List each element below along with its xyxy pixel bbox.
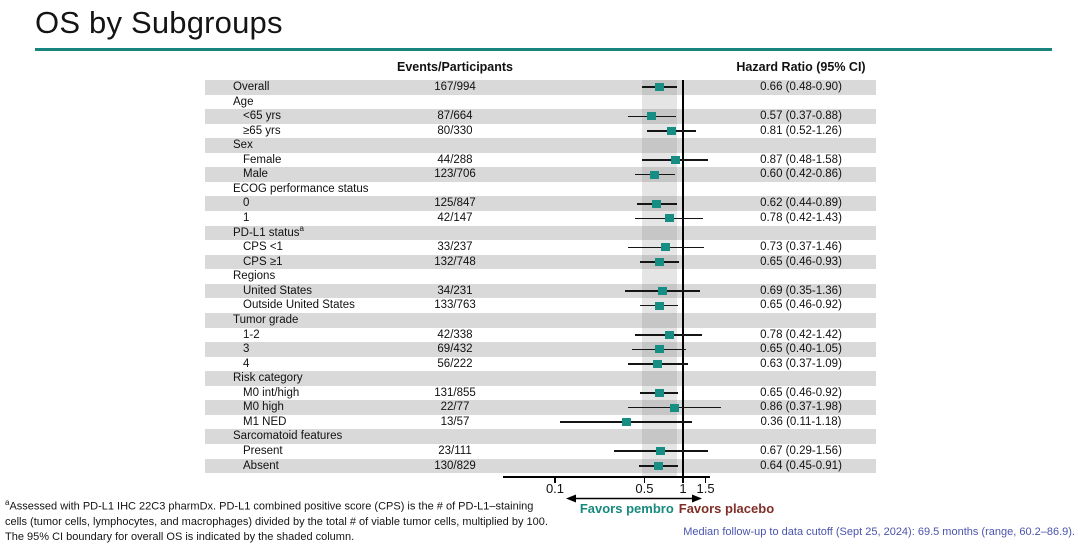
forest-row bbox=[205, 429, 876, 444]
row-hazard-ratio-text: 0.65 (0.46-0.92) bbox=[760, 386, 842, 399]
row-events-participants: 130/829 bbox=[434, 459, 476, 472]
row-hazard-ratio-text: 0.73 (0.37-1.46) bbox=[760, 241, 842, 254]
forest-row bbox=[205, 167, 876, 182]
row-label: CPS ≥1 bbox=[243, 255, 283, 268]
axis-tick-label: 1.5 bbox=[696, 481, 715, 496]
row-label: <65 yrs bbox=[243, 110, 282, 123]
hr-marker bbox=[671, 156, 680, 164]
row-events-participants: 33/237 bbox=[437, 241, 473, 254]
row-hazard-ratio-text: 0.86 (0.37-1.98) bbox=[760, 401, 842, 414]
row-label: Female bbox=[243, 153, 282, 166]
hr-marker bbox=[652, 200, 661, 208]
forest-row bbox=[205, 444, 876, 459]
row-events-participants: 133/763 bbox=[434, 299, 476, 312]
row-hazard-ratio-text: 0.64 (0.45-0.91) bbox=[760, 459, 842, 472]
row-hazard-ratio-text: 0.87 (0.48-1.58) bbox=[760, 153, 842, 166]
hr-marker bbox=[655, 345, 664, 353]
hr-marker bbox=[650, 171, 659, 179]
forest-row bbox=[205, 298, 876, 313]
row-events-participants: 42/147 bbox=[437, 212, 473, 225]
hr-marker bbox=[658, 287, 667, 295]
forest-row bbox=[205, 109, 876, 124]
forest-row bbox=[205, 328, 876, 343]
row-label: Sex bbox=[233, 139, 253, 152]
hr-marker bbox=[655, 302, 664, 310]
forest-row bbox=[205, 400, 876, 415]
row-events-participants: 125/847 bbox=[434, 197, 476, 210]
row-events-participants: 69/432 bbox=[437, 343, 473, 356]
forest-row bbox=[205, 357, 876, 372]
row-events-participants: 167/994 bbox=[434, 81, 476, 93]
row-hazard-ratio-text: 0.67 (0.29-1.56) bbox=[760, 445, 842, 457]
row-events-participants: 56/222 bbox=[437, 357, 473, 370]
reference-line-hr-1 bbox=[682, 80, 684, 476]
forest-row bbox=[205, 182, 876, 197]
row-label: M0 int/high bbox=[243, 386, 300, 399]
footnote-line: $^a$Assessed with PD-L1 IHC 22C3 pharmDx. PD-L1 combined positive score (CPS) is the # of PD-L1–staining bbox=[5, 498, 534, 513]
forest-row bbox=[205, 153, 876, 168]
row-hazard-ratio-text: 0.66 (0.48-0.90) bbox=[760, 81, 842, 93]
forest-row bbox=[205, 124, 876, 139]
row-hazard-ratio-text: 0.63 (0.37-1.09) bbox=[760, 357, 842, 370]
footnote-line: cells (tumor cells, lymphocytes, and macrophages) divided by the total # of viable tumor cells, multiplied by 100. bbox=[5, 515, 548, 528]
hr-marker bbox=[647, 112, 656, 120]
row-hazard-ratio-text: 0.78 (0.42-1.43) bbox=[760, 212, 842, 225]
footnote-line: The 95% CI boundary for overall OS is indicated by the shaded column. bbox=[5, 531, 355, 544]
row-hazard-ratio-text: 0.36 (0.11-1.18) bbox=[760, 415, 842, 428]
hr-marker bbox=[653, 360, 662, 368]
forest-row bbox=[205, 313, 876, 328]
row-hazard-ratio-text: 0.69 (0.35-1.36) bbox=[760, 284, 842, 297]
row-events-participants: 22/77 bbox=[440, 401, 470, 414]
events-column-header: Events/Participants bbox=[396, 60, 513, 74]
forest-row bbox=[205, 371, 876, 386]
row-label: Tumor grade bbox=[233, 313, 299, 326]
forest-row bbox=[205, 284, 876, 299]
forest-row bbox=[205, 95, 876, 110]
row-events-participants: 13/57 bbox=[440, 415, 470, 428]
hr-marker bbox=[656, 447, 665, 455]
favors-placebo-label: Favors placebo bbox=[678, 501, 775, 516]
hr-marker bbox=[655, 258, 664, 266]
row-events-participants: 80/330 bbox=[437, 124, 473, 137]
row-events-participants: 23/111 bbox=[438, 445, 472, 457]
row-hazard-ratio-text: 0.65 (0.46-0.92) bbox=[760, 299, 842, 312]
forest-row bbox=[205, 255, 876, 270]
row-hazard-ratio-text: 0.62 (0.44-0.89) bbox=[760, 197, 842, 210]
forest-row bbox=[205, 223, 876, 241]
page-title: OS by Subgroups bbox=[35, 5, 283, 40]
row-label: 1-2 bbox=[243, 328, 260, 341]
row-label: Male bbox=[243, 168, 268, 181]
row-label: Outside United States bbox=[243, 299, 355, 312]
row-label: Sarcomatoid features bbox=[233, 430, 343, 443]
hr-marker bbox=[670, 404, 679, 412]
row-label: M0 high bbox=[243, 401, 284, 414]
row-label: ECOG performance status bbox=[233, 182, 369, 195]
row-label: M1 NED bbox=[243, 415, 287, 428]
row-label: United States bbox=[243, 284, 313, 297]
favors-labels bbox=[516, 501, 838, 516]
forest-row bbox=[205, 269, 876, 284]
axis-tick-label: 0.5 bbox=[635, 481, 654, 496]
row-label: Overall bbox=[233, 81, 270, 93]
hr-marker bbox=[661, 243, 670, 251]
footnote-median-followup: Median follow-up to data cutoff (Sept 25, 2024): 69.5 months (range, 60.2–86.9). bbox=[683, 526, 1075, 538]
axis-tick-label: 0.1 bbox=[545, 481, 565, 496]
row-events-participants: 44/288 bbox=[437, 153, 473, 166]
forest-row bbox=[205, 415, 876, 430]
forest-row bbox=[205, 240, 876, 255]
row-label: Present bbox=[243, 445, 283, 457]
row-label: Regions bbox=[233, 270, 276, 283]
forest-row bbox=[205, 386, 876, 401]
row-hazard-ratio-text: 0.65 (0.46-0.93) bbox=[760, 255, 842, 268]
x-axis-line bbox=[503, 476, 710, 478]
forest-row bbox=[205, 211, 876, 226]
row-events-participants: 132/748 bbox=[434, 255, 476, 268]
row-hazard-ratio-text: 0.81 (0.52-1.26) bbox=[760, 124, 842, 137]
hr-marker bbox=[622, 418, 631, 426]
footnote-pdl1-definition bbox=[5, 495, 548, 545]
hr-marker bbox=[665, 214, 674, 222]
row-events-participants: 42/338 bbox=[437, 328, 473, 341]
row-label: 1 bbox=[243, 212, 250, 225]
forest-row bbox=[205, 138, 876, 153]
row-hazard-ratio-text: 0.78 (0.42-1.42) bbox=[760, 328, 842, 341]
row-events-participants: 131/855 bbox=[434, 386, 476, 399]
row-label: 3 bbox=[243, 343, 250, 356]
forest-row bbox=[205, 459, 876, 474]
overall-ci-shaded-column bbox=[642, 80, 677, 476]
row-label: ≥65 yrs bbox=[243, 124, 281, 137]
hazard-ratio-column-header: Hazard Ratio (95% CI) bbox=[736, 60, 866, 74]
row-hazard-ratio-text: 0.65 (0.40-1.05) bbox=[760, 343, 842, 356]
row-events-participants: 87/664 bbox=[437, 110, 473, 123]
row-events-participants: 34/231 bbox=[437, 284, 473, 297]
row-label: 0 bbox=[243, 197, 250, 210]
forest-row bbox=[205, 342, 876, 357]
row-label: Age bbox=[233, 95, 254, 108]
hr-marker bbox=[667, 127, 676, 135]
forest-row bbox=[205, 196, 876, 211]
row-label: Risk category bbox=[233, 372, 303, 385]
row-events-participants: 123/706 bbox=[434, 168, 476, 181]
hr-marker bbox=[665, 331, 674, 339]
row-label: 4 bbox=[243, 357, 250, 370]
row-label: Absent bbox=[243, 459, 279, 472]
hr-marker bbox=[654, 462, 663, 470]
row-label: PD-L1 status$^a$ bbox=[233, 223, 304, 239]
forest-row bbox=[205, 80, 876, 95]
row-hazard-ratio-text: 0.57 (0.37-0.88) bbox=[760, 110, 842, 123]
row-label: CPS <1 bbox=[243, 241, 283, 254]
favors-pembro-label: Favors pembro bbox=[579, 501, 674, 516]
hr-marker bbox=[655, 83, 664, 91]
hr-marker bbox=[655, 389, 664, 397]
row-hazard-ratio-text: 0.60 (0.42-0.86) bbox=[760, 168, 842, 181]
axis-tick-label: 1 bbox=[679, 481, 687, 496]
